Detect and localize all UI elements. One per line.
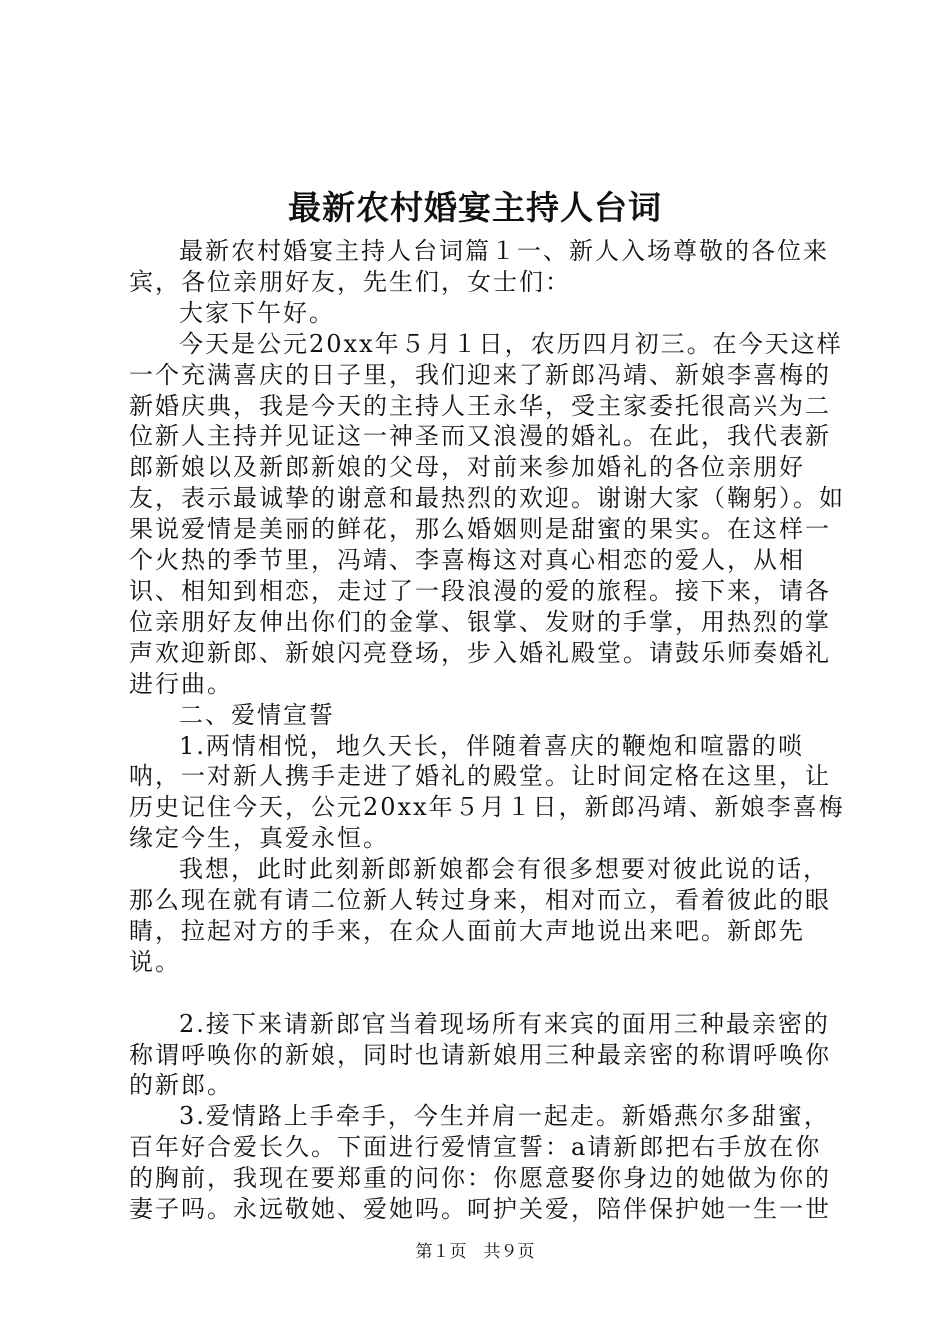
paragraph-vow-1: 1.两情相悦，地久天长，伴随着喜庆的鞭炮和喧嚣的唢呐，一对新人携手走进了婚礼的殿堂。让时间定格在这里，让历史记住今天，公元20xx年５月１日，新郎冯靖、新娘李喜梅缘定今生，真爱永恒。	[129, 731, 845, 853]
document-title: 最新农村婚宴主持人台词	[288, 188, 662, 227]
paragraph-opening: 今天是公元20xx年５月１日，农历四月初三。在今天这样一个充满喜庆的日子里，我们迎来了新郎冯靖、新娘李喜梅的新婚庆典，我是今天的主持人王永华，受主家委托很高兴为二位新人主持并见证这一神圣而又浪漫的婚礼。在此，我代表新郎新娘以及新郎新娘的父母，对前来参加婚礼的各位亲朋好友，表示最诚挚的谢意和最热烈的欢迎。谢谢大家（鞠躬）。如果说爱情是美丽的鲜花，那么婚姻则是甜蜜的果实。在这样一个火热的季节里，冯靖、李喜梅这对真心相恋的爱人，从相识、相知到相恋，走过了一段浪漫的爱的旅程。接下来，请各位亲朋好友伸出你们的金掌、银掌、发财的手掌，用热烈的掌声欢迎新郎、新娘闪亮登场，步入婚礼殿堂。请鼓乐师奏婚礼进行曲。	[129, 329, 845, 698]
page-number-footer: 第１页 共９页	[415, 1242, 535, 1262]
document-body	[129, 236, 847, 1225]
blank-line	[129, 978, 847, 1009]
paragraph-vow-2: 2.接下来请新郎官当着现场所有来宾的面用三种最亲密的称谓呼唤你的新娘，同时也请新娘用三种最亲密的称谓呼唤你的新郎。	[129, 1009, 831, 1100]
paragraph-intro: 最新农村婚宴主持人台词篇１一、新人入场尊敬的各位来宾，各位亲朋好友，先生们，女士们：	[129, 237, 829, 296]
paragraph-vow-3: 3.爱情路上手牵手，今生并肩一起走。新婚燕尔多甜蜜，百年好合爱长久。下面进行爱情宣誓：a请新郎把右手放在你的胸前，我现在要郑重的问你：你愿意娶你身边的她做为你的妻子吗。永远敬她、爱她吗。呵护关爱，陪伴保护她一生一世	[129, 1102, 831, 1224]
paragraph-vow-words: 我想，此时此刻新郎新娘都会有很多想要对彼此说的话，那么现在就有请二位新人转过身来，相对而立，看着彼此的眼睛，拉起对方的手来，在众人面前大声地说出来吧。新郎先说。	[129, 855, 831, 976]
section-heading-vow: 二、爱情宣誓	[179, 700, 335, 729]
paragraph-greeting: 大家下午好。	[179, 298, 335, 327]
